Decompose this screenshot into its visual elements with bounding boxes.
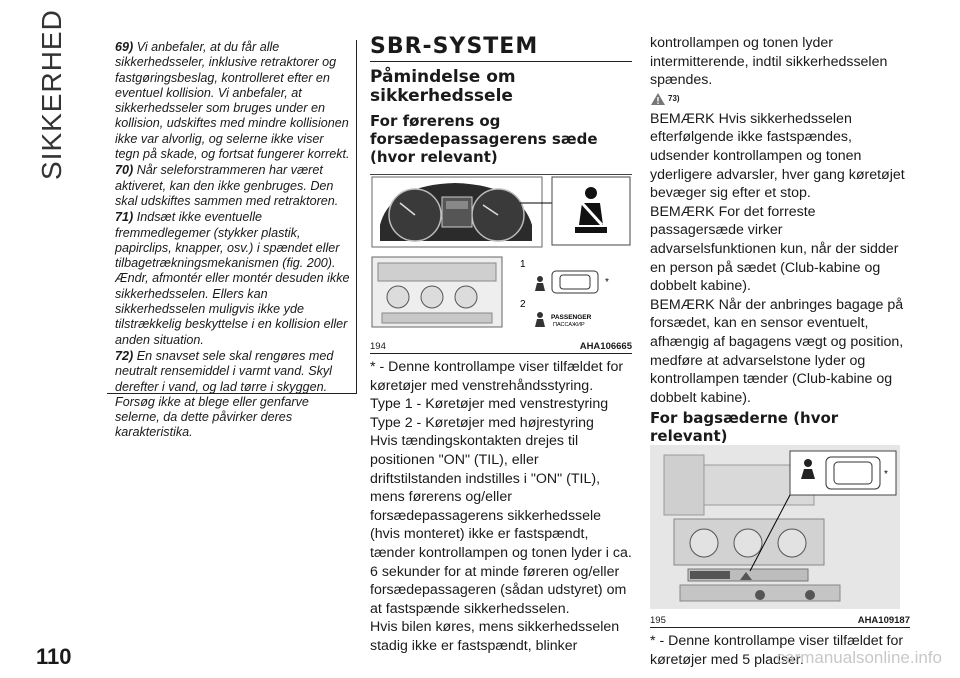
figure-code: AHA109187 [857,615,910,627]
svg-text:2: 2 [520,299,526,310]
paragraph: * - Denne kontrollampe viser tilfældet for køretøjer med venstrehåndsstyring. [370,359,624,394]
seatbelt-indicator-icon [535,276,545,291]
footer-watermark: carmanualsonline.info [776,648,942,667]
warning-reference: 73) [650,92,910,106]
figure-195-caption [650,614,910,628]
figure-code: AHA106665 [579,341,632,352]
warning-triangle-icon [650,92,666,106]
section-side-tab: SIKKERHED [36,9,67,180]
passenger-seatbelt-icon [535,312,545,327]
column-middle [370,34,632,656]
svg-text:ПАССАЖИР: ПАССАЖИР [553,322,585,328]
notes-box [107,40,357,440]
column-right [650,34,910,669]
figure-194 [370,174,632,340]
paragraph: BEMÆRK Når der anbringes bagage på forsædet, kan en sensor eventuelt, afhængig af bagagens vægt og position, medføre at advarselstone lyder og kontrollampen tænder (Club-kabine og dobbelt kabine). [650,296,904,406]
note-71: 71) Indsæt ikke eventuelle fremmedlegemer (stykker plastik, papirclips, knapper, osv.) i spændet eller tilbagetrækningsmekanismen (fig. 200). Ændr, afmontér eller montér desuden ikke sikkerhedsselen. Ellers kan sikkerhedsselen muligvis ikke yde tilstrækkelig beskyttelse i en kollision eller anden situation. [115,210,350,347]
figure-194-caption [370,340,632,354]
svg-text:PASSENGER: PASSENGER [551,314,592,321]
paragraph: Hvis bilen køres, mens sikkerhedsselen stadig ikke er fastspændt, blinker [370,619,620,654]
figure-195 [650,445,910,614]
heading-front-seats: For førerens og forsædepassagerens sæde (hvor relevant) [370,112,598,166]
paragraph: BEMÆRK For det forreste passagersæde virker advarselsfunktionen kun, når der sidder en person på sædet (Club-kabine og dobbelt kabine). [650,203,899,295]
note-69: 69) Vi anbefaler, at du får alle sikkerhedsseler, inklusive retraktorer og fastgøringsbeslag, kontrolleret efter en eventuel kollision. Vi anbefaler, at sikkerhedsseler som bruges under en kollision, udskiftes med mindre kollisionen ikke var alvorlig, og selerne ikke viser tegn på skade, og fortsat fungerer korrekt. [115,40,350,162]
paragraph: Type 2 - Køretøjer med højrestyring [370,414,594,431]
paragraph: kontrollampen og tonen lyder intermitterende, indtil sikkerhedsselen spændes. [650,35,888,89]
svg-text:*: * [884,469,888,481]
paragraph: Type 1 - Køretøjer med venstrestyring [370,396,609,413]
figure-number: 194 [370,341,386,352]
figure-number: 195 [650,615,666,627]
section-title: SBR-SYSTEM [370,34,632,62]
svg-text:1: 1 [520,259,526,270]
heading-rear-seats: For bagsæderne (hvor relevant) [650,409,839,446]
dashboard-illustration [370,175,632,335]
note-72: 72) En snavset sele skal rengøres med neutralt rensemiddel i varmt vand. Skyl derefter i vand, og lad tørre i skyggen. Forsøg ikke at blege eller genfarve selerne, da dette påvirker deres karakteristika. [115,348,334,440]
svg-text:*: * [605,277,609,288]
paragraph: * - Denne kontrollampe viser tilfældet for køretøjer med 5 pladser. [650,633,904,668]
rear-dashboard-illustration [650,445,900,609]
subsection-title: Påmindelse om sikkerhedssele [370,67,516,106]
note-70: 70) Når seleforstrammeren har været aktiveret, kan den ikke genbruges. Den skal udskiftes sammen med retraktoren. [115,163,339,208]
page-number: 110 [36,644,72,669]
paragraph: BEMÆRK Hvis sikkerhedsselen efterfølgende ikke fastspændes, udsender kontrollampen og tonen yderligere advarsler, hver gang køretøjet bevæger sig efter et stop. [650,110,905,202]
paragraph: Hvis tændingskontakten drejes til positionen "ON" (TIL), eller driftstilstanden indstilles i "ON" (TIL), mens førerens og/eller forsædepassagerens sikkerhedssele (hvis monteret) ikke er fastspændt, tænder kontrollampen og tonen lyder i ca. 6 sekunder for at minde føreren og/eller forsædepassageren (sådan udstyret) om at fastspænde sikkerhedsselen. [370,433,632,617]
